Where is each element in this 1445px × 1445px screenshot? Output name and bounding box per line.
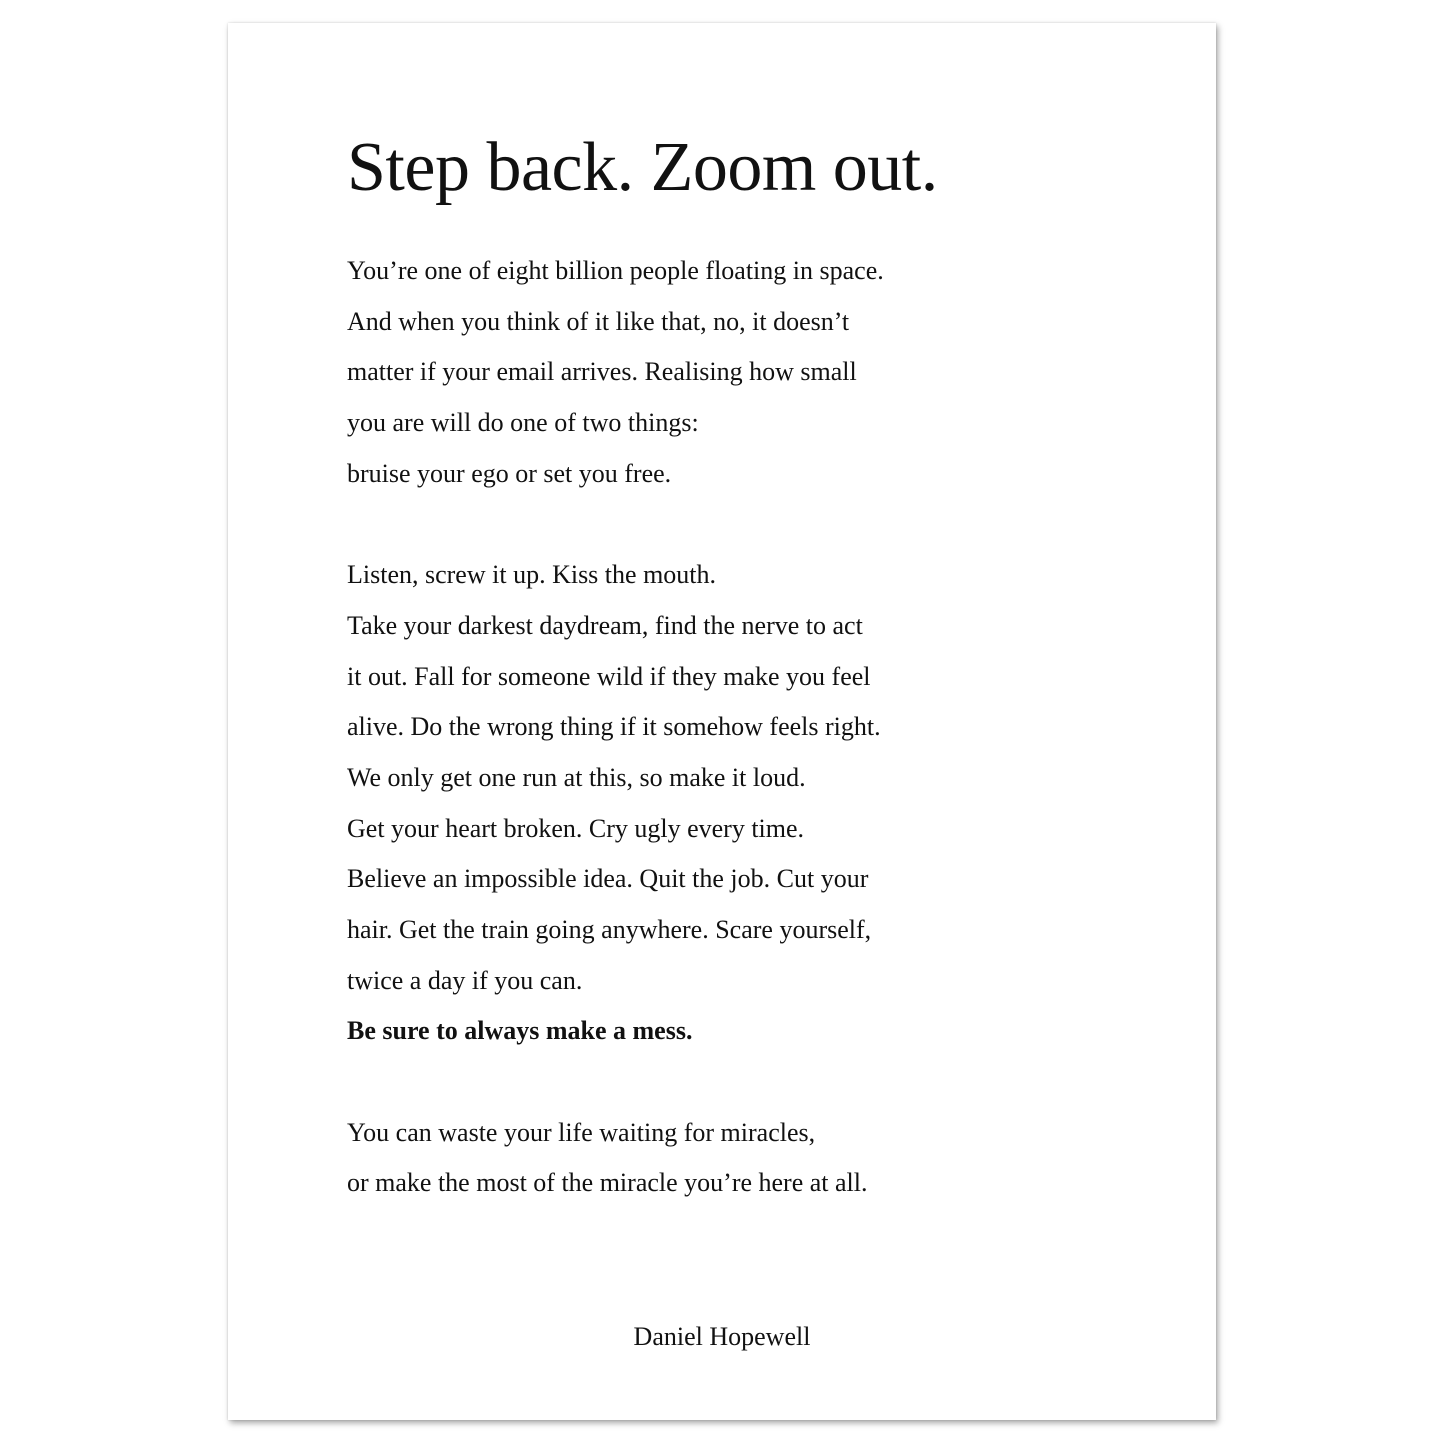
poem-line: matter if your email arrives. Realising how small <box>347 357 857 387</box>
poem-title: Step back. Zoom out. <box>347 129 938 206</box>
poem-line: you are will do one of two things: <box>347 408 699 438</box>
poem-line: or make the most of the miracle you’re here at all. <box>347 1168 868 1198</box>
poem-line: twice a day if you can. <box>347 965 583 995</box>
poem-line: bruise your ego or set you free. <box>347 458 672 488</box>
poem-line: You can waste your life waiting for miracles, <box>347 1117 816 1147</box>
poem-line: Listen, screw it up. Kiss the mouth. <box>347 560 717 590</box>
poem-line: We only get one run at this, so make it loud. <box>347 762 806 792</box>
poem-body <box>347 246 1107 1209</box>
poem-line-emphasis: Be sure to always make a mess. <box>347 1016 693 1046</box>
poem-line: You’re one of eight billion people floating in space. <box>347 256 884 285</box>
author-name: Daniel Hopewell <box>633 1322 811 1351</box>
poem-line: it out. Fall for someone wild if they make you feel <box>347 661 871 691</box>
poem-line: And when you think of it like that, no, it doesn’t <box>347 306 850 336</box>
poem-line: hair. Get the train going anywhere. Scare yourself, <box>347 914 872 944</box>
poem-line: alive. Do the wrong thing if it somehow feels right. <box>347 712 881 742</box>
poem-line: Get your heart broken. Cry ugly every time. <box>347 813 805 843</box>
poem-line: Believe an impossible idea. Quit the job. Cut your <box>347 864 869 894</box>
stanza-break <box>347 499 1107 550</box>
poem-line: Take your darkest daydream, find the nerve to act <box>347 610 863 640</box>
poem-poster <box>228 23 1216 1420</box>
stanza-break <box>347 1057 1107 1108</box>
